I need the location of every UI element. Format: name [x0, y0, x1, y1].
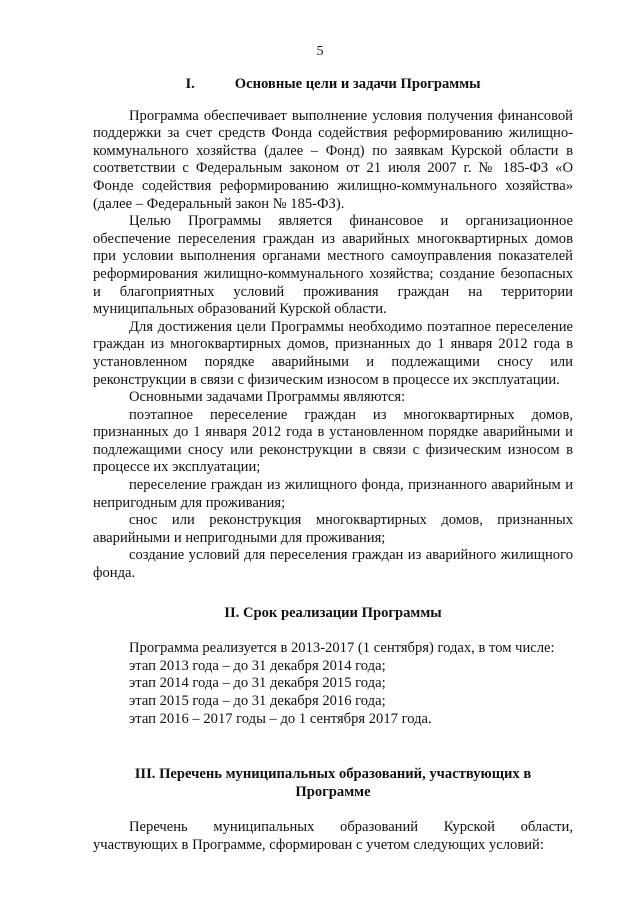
section-1-paragraph: поэтапное переселение граждан из многоквартирных домов, признанных до 1 января 2012 года в установленном порядке аварийными и подлежащими сносу или реконструкции в связи с физическим износом в процессе их эксплуатации;	[93, 406, 573, 476]
section-2-line: этап 2013 года – до 31 декабря 2014 года;	[129, 657, 386, 674]
section-3-title-line-2: Программе	[295, 783, 371, 800]
section-3-heading	[93, 766, 573, 801]
section-3-title-line-1: III. Перечень муниципальных образований, участвующих в	[134, 766, 532, 783]
section-1-paragraph: Целью Программы является финансовое и организационное обеспечение переселения граждан из аварийных многоквартирных домов при условии выполнения органами местного самоуправления показателей реформирования жилищно-коммунального хозяйства; создание безопасных и благоприятных условий проживания граждан на территории муниципальных образований Курской области.	[93, 213, 573, 318]
section-2-line: этап 2014 года – до 31 декабря 2015 года;	[129, 675, 386, 692]
section-1-paragraph: снос или реконструкция многоквартирных домов, признанных аварийными и непригодными для проживания;	[93, 512, 573, 546]
section-1-paragraph: Основными задачами Программы являются:	[129, 389, 406, 406]
document-content	[93, 72, 573, 855]
section-1-paragraph: Программа обеспечивает выполнение условия получения финансовой поддержки за счет средств Фонда содействия реформированию жилищно-коммунального хозяйства (далее – Фонд) по заявкам Курской области в соответствии с Федеральным законом от 21 июля 2007 г. № 185-ФЗ «О Фонде содействия реформированию жилищно-коммунального хозяйства» (далее – Федеральный закон № 185-ФЗ).	[93, 107, 573, 212]
section-3-paragraph: Перечень муниципальных образований Курской области, участвующих в Программе, сформирован с учетом следующих условий:	[93, 819, 573, 853]
section-2-line: этап 2015 года – до 31 декабря 2016 года;	[129, 693, 386, 709]
section-1-paragraph: создание условий для переселения граждан из аварийного жилищного фонда.	[93, 547, 573, 582]
section-2-line: Программа реализуется в 2013-2017 (1 сентября) годах, в том числе:	[129, 640, 555, 657]
section-1-number: I.	[185, 76, 195, 92]
section-2-heading: II. Срок реализации Программы	[224, 604, 442, 621]
section-1-paragraph: Для достижения цели Программы необходимо поэтапное переселение граждан из многоквартирных домов, признанных до 1 января 2012 года в установленном порядке аварийными и подлежащими сносу или реконструкции в связи с физическим износом в процессе их эксплуатации.	[93, 318, 573, 388]
section-2-line: этап 2016 – 2017 годы – до 1 сентября 2017 года.	[129, 710, 432, 727]
section-1-heading	[93, 76, 573, 94]
section-1-title: Основные цели и задачи Программы	[234, 76, 481, 92]
section-1-paragraph: переселение граждан из жилищного фонда, признанного аварийным и непригодным для проживания;	[93, 477, 573, 511]
page-number: 5	[316, 44, 324, 59]
